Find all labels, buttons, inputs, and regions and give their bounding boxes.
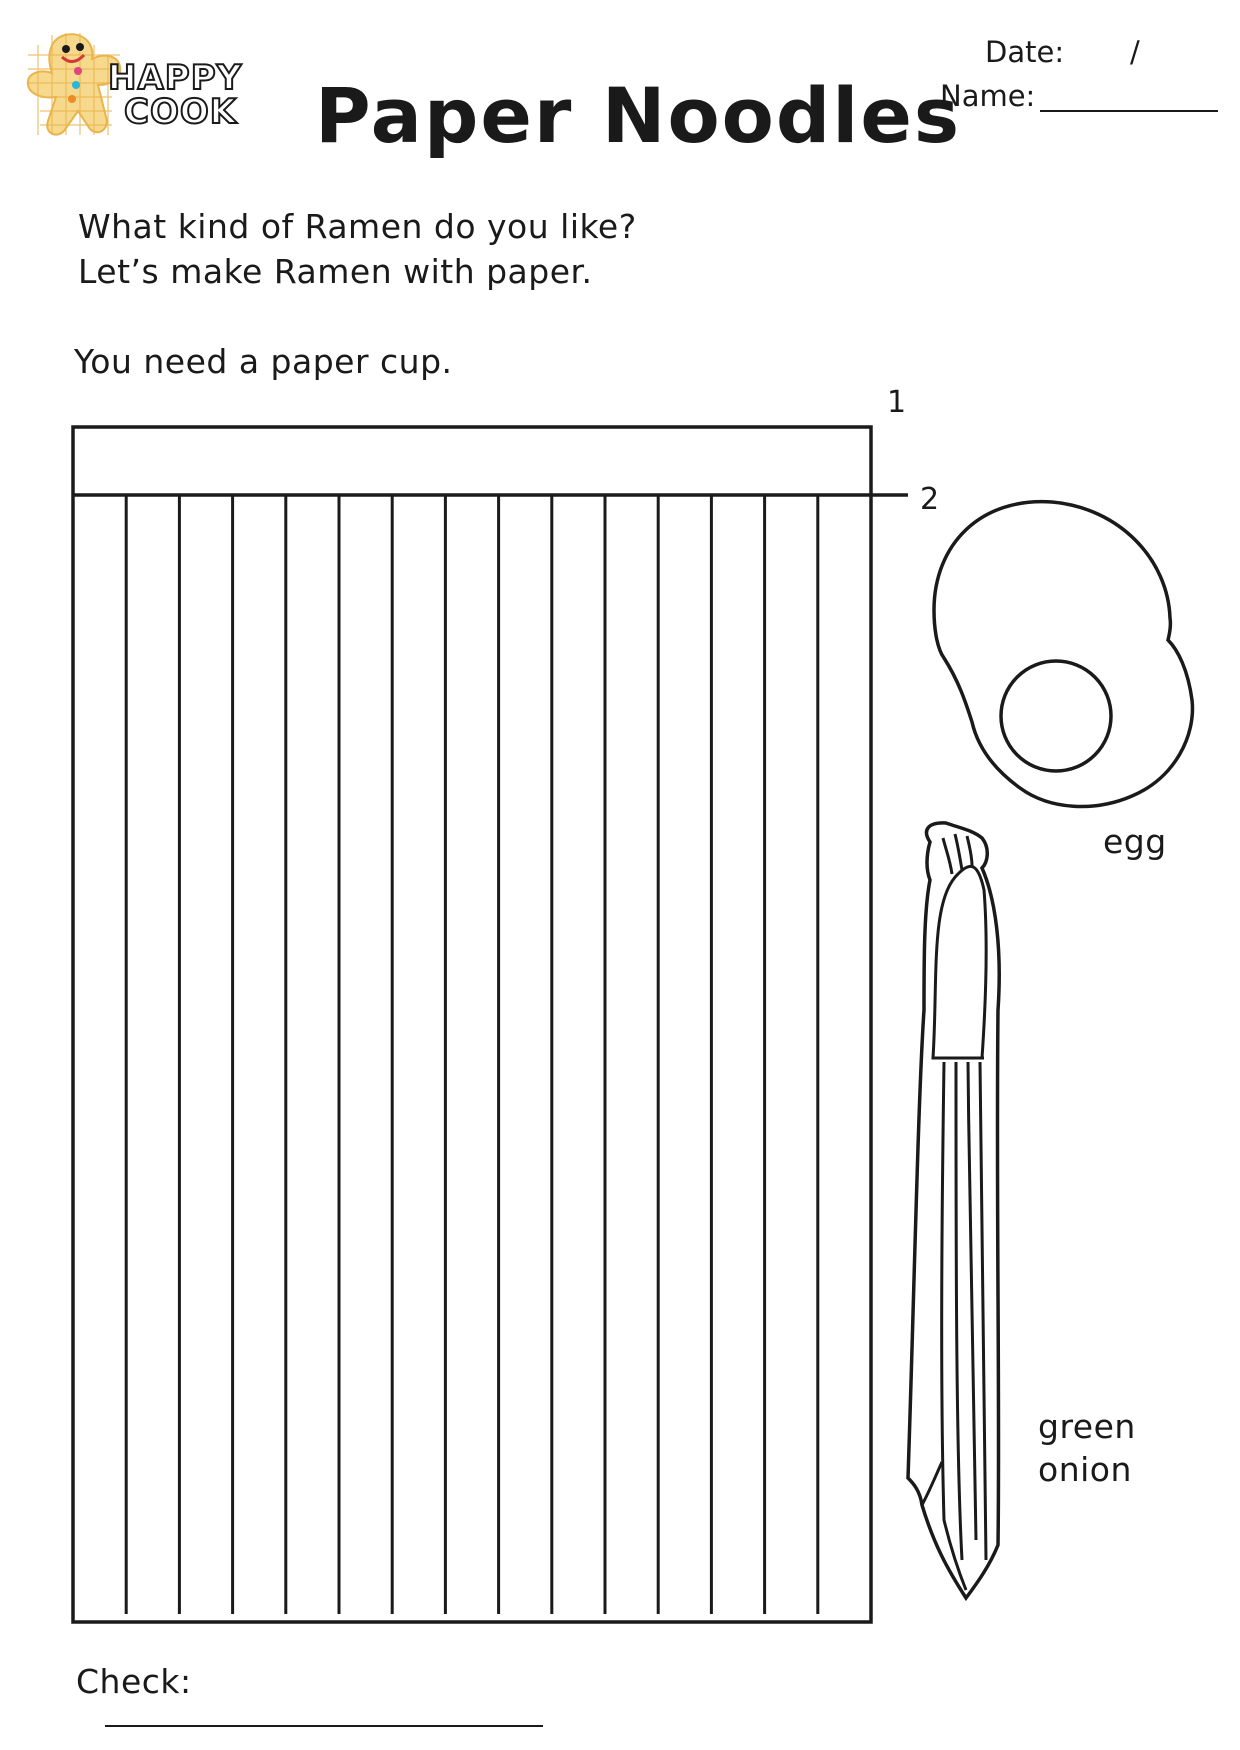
green-onion-label-line-1: green	[1038, 1407, 1136, 1446]
egg-yolk	[1001, 661, 1111, 771]
step-1-label: 1	[887, 385, 907, 420]
check-field-line[interactable]	[105, 1725, 543, 1727]
instruction-line-2: Let’s make Ramen with paper.	[78, 252, 593, 291]
egg-cutout	[934, 502, 1192, 807]
logo-text-happy: HAPPY	[108, 58, 243, 98]
date-label: Date:	[985, 35, 1065, 69]
noodle-template	[73, 427, 908, 1622]
green-onion-label-line-2: onion	[1038, 1450, 1132, 1489]
paper-cup-note: You need a paper cup.	[74, 342, 453, 381]
egg-label: egg	[1103, 822, 1167, 861]
check-label: Check:	[76, 1662, 192, 1701]
instruction-line-1: What kind of Ramen do you like?	[78, 207, 637, 246]
step-2-label: 2	[920, 482, 940, 517]
date-separator: /	[1130, 35, 1140, 69]
logo-text-cook: COOK	[124, 92, 238, 132]
noodle-cut-lines	[126, 495, 818, 1614]
name-label: Name:	[940, 79, 1036, 113]
page-title: Paper Noodles	[315, 71, 962, 160]
green-onion-cutout	[908, 823, 999, 1598]
